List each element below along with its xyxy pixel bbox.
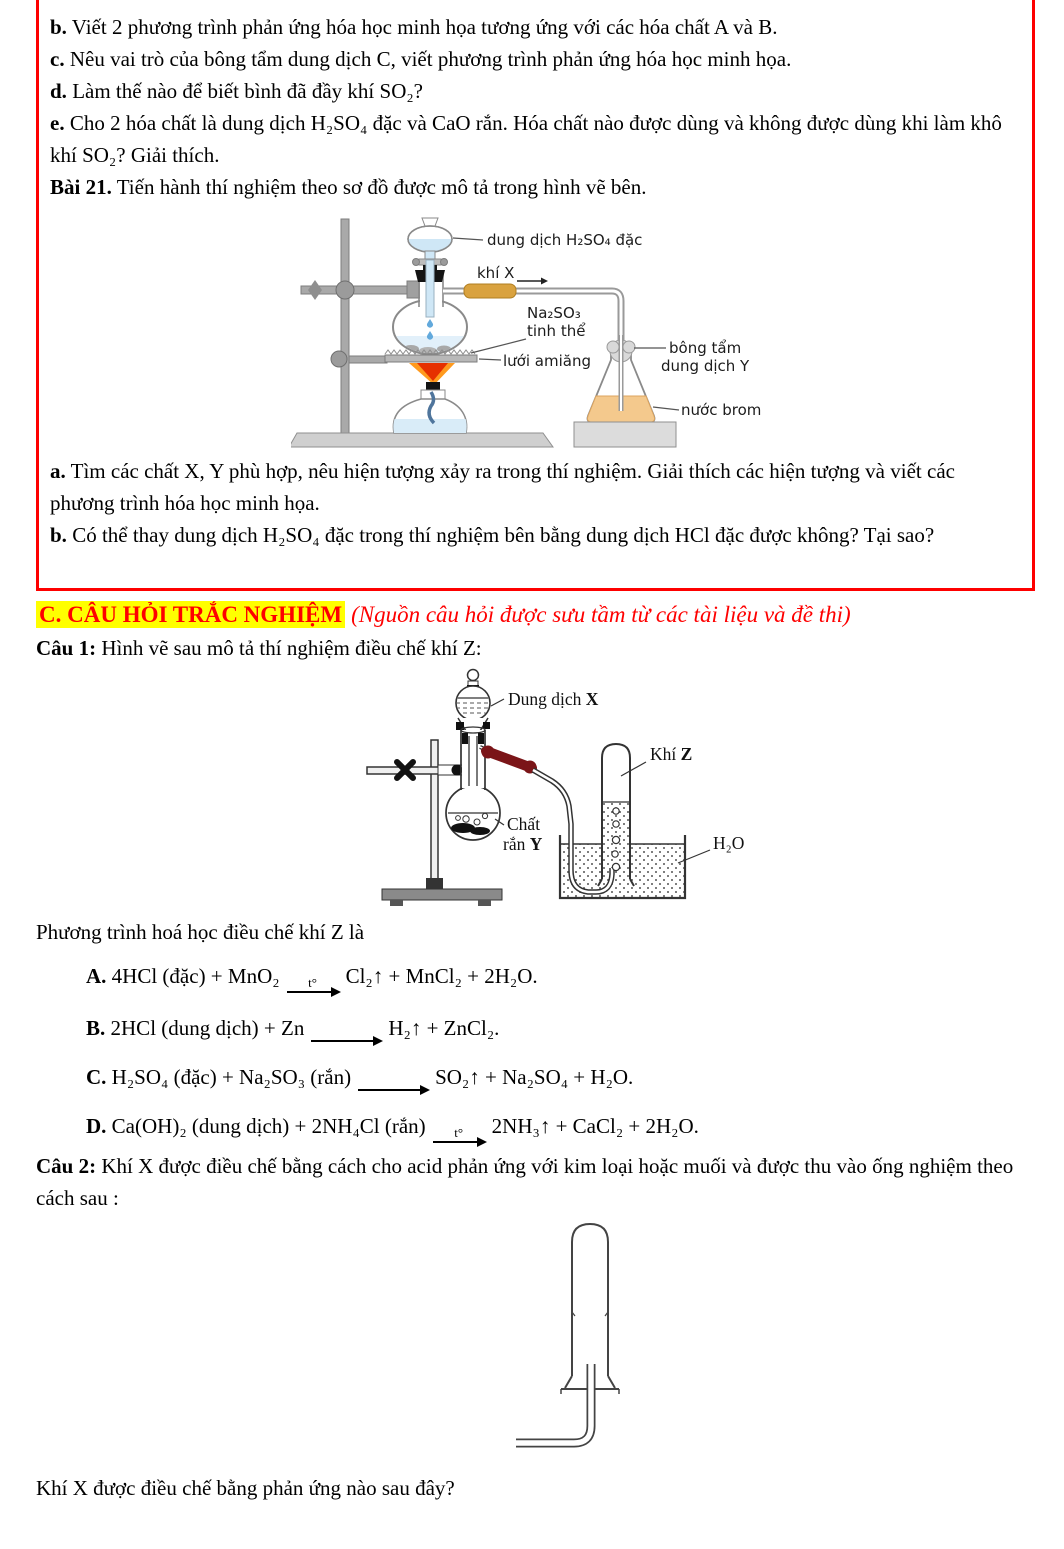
reaction-arrow bbox=[311, 1024, 381, 1049]
option-pre: 4HCl (đặc) + MnO₂ bbox=[106, 964, 280, 988]
item-text: Có thể thay dung dịch H₂SO₄ đặc trong thí nghiệm bên bằng dung dịch HCl đặc được không? Tại sao? bbox=[66, 523, 935, 547]
label-h2o: H₂O bbox=[713, 833, 745, 853]
option-a bbox=[86, 960, 1038, 1000]
inverted-test-tube-diagram bbox=[500, 1214, 740, 1472]
wire-gauze bbox=[385, 350, 477, 362]
item-text: Khí X được điều chế bằng cách cho acid phản ứng với kim loại hoặc muối và được thu vào ống nghiệm theo cách sau : bbox=[36, 1154, 1014, 1210]
option-label: A. bbox=[86, 964, 107, 988]
option-post: 2NH₃↑ + CaCl₂ + 2H₂O. bbox=[491, 1114, 699, 1138]
item-text: Nêu vai trò của bông tẩm dung dịch C, viết phương trình phản ứng hóa học minh họa. bbox=[64, 47, 792, 71]
section-c-subtitle: (Nguồn câu hỏi được sưu tầm từ các tài liệu và đề thi) bbox=[351, 602, 851, 627]
gas-flow-arrow bbox=[541, 278, 548, 285]
round-bottom-flask bbox=[391, 260, 469, 356]
label-h2so4: dung dịch H₂SO₄ đặc bbox=[487, 231, 643, 249]
cau2-question bbox=[36, 1150, 1038, 1214]
clamp-knob bbox=[331, 351, 347, 367]
question-item-b2 bbox=[50, 519, 1018, 551]
option-label: C. bbox=[86, 1065, 107, 1089]
arrow-line-icon bbox=[311, 1040, 381, 1042]
option-post: SO₂↑ + Na₂SO₄ + H₂O. bbox=[435, 1065, 634, 1089]
rubber-sleeve bbox=[464, 284, 516, 298]
option-pre: Ca(OH)₂ (dung dịch) + 2NH₄Cl (rắn) bbox=[106, 1114, 426, 1138]
item-lead: Bài 21. bbox=[50, 175, 112, 199]
option-pre: 2HCl (dung dịch) + Zn bbox=[105, 1016, 305, 1040]
label-dung-dich-x: Dung dịch X bbox=[508, 689, 599, 709]
clamp-knob bbox=[336, 281, 354, 299]
item-text: Viết 2 phương trình phản ứng hóa học minh họa tương ứng với các hóa chất A và B. bbox=[66, 15, 778, 39]
section-c bbox=[36, 598, 1038, 1504]
section-c-heading: C. CÂU HỎI TRẮC NGHIỆM bbox=[36, 601, 345, 628]
inverted-test-tube-svg bbox=[500, 1214, 740, 1472]
question-item-e bbox=[50, 107, 1018, 171]
apparatus-diagram-so2-svg bbox=[291, 215, 791, 455]
apparatus-diagram-so2 bbox=[291, 215, 791, 455]
label-chat-ran-y-1: Chất bbox=[507, 814, 541, 834]
label-dung-dich-y: dung dịch Y bbox=[661, 357, 750, 375]
cau2-footer-question: Khí X được điều chế bằng phản ứng nào sau đây? bbox=[36, 1476, 455, 1500]
option-post: Cl₂↑ + MnCl₂ + 2H₂O. bbox=[345, 964, 538, 988]
arrow-line-icon bbox=[433, 1141, 485, 1143]
cau1-prompt: Phương trình hoá học điều chế khí Z là bbox=[36, 920, 365, 944]
cau1-question bbox=[36, 632, 1038, 664]
item-lead: Câu 2: bbox=[36, 1154, 97, 1178]
reaction-arrow bbox=[433, 1125, 485, 1150]
arrow-condition: t° bbox=[308, 975, 317, 990]
question-item-bai21 bbox=[50, 171, 1018, 203]
arrow-line-icon bbox=[287, 991, 339, 993]
item-text: Cho 2 hóa chất là dung dịch H₂SO₄ đặc và CaO rắn. Hóa chất nào được dùng và không được dùng khi làm khô khí SO₂? Giải thích. bbox=[50, 111, 1002, 167]
label-na2so3: Na₂SO₃ bbox=[527, 304, 581, 322]
option-pre: H₂SO₄ (đặc) + Na₂SO₃ (rắn) bbox=[106, 1065, 352, 1089]
option-label: D. bbox=[86, 1114, 107, 1138]
item-lead: b. bbox=[50, 15, 67, 39]
question-item-c bbox=[50, 43, 1018, 75]
item-text: Tìm các chất X, Y phù hợp, nêu hiện tượng xảy ra trong thí nghiệm. Giải thích các hiện tượng và viết các phương trình hóa học minh họa. bbox=[50, 459, 955, 515]
label-khi-z: Khí Z bbox=[650, 744, 693, 764]
label-bong-tam: bông tẩm bbox=[669, 339, 742, 357]
item-lead: a. bbox=[50, 459, 66, 483]
apparatus-diagram-gas-z bbox=[330, 666, 790, 916]
question-item-d bbox=[50, 75, 1018, 107]
section-c-heading-row bbox=[36, 598, 1038, 632]
question-item-a2 bbox=[50, 455, 1018, 519]
arrow-condition: t° bbox=[454, 1125, 464, 1140]
wing-nut bbox=[308, 280, 322, 300]
item-lead: Câu 1: bbox=[36, 636, 97, 660]
item-text: Tiến hành thí nghiệm theo sơ đồ được mô tả trong hình vẽ bên. bbox=[111, 175, 647, 199]
arrow-line-icon bbox=[358, 1089, 428, 1091]
reaction-flask bbox=[446, 727, 500, 840]
item-lead: e. bbox=[50, 111, 65, 135]
question-box bbox=[36, 0, 1035, 591]
apparatus-diagram-gas-z-svg bbox=[330, 666, 790, 916]
question-item-b bbox=[50, 11, 1018, 43]
reaction-arrow bbox=[358, 1073, 428, 1098]
reaction-arrow bbox=[287, 975, 339, 1000]
option-post: H₂↑ + ZnCl₂. bbox=[388, 1016, 500, 1040]
option-d bbox=[86, 1110, 1038, 1150]
option-label: B. bbox=[86, 1016, 106, 1040]
item-lead: b. bbox=[50, 523, 67, 547]
item-text: Hình vẽ sau mô tả thí nghiệm điều chế khí Z: bbox=[96, 636, 482, 660]
option-b bbox=[86, 1012, 1038, 1049]
flask-base bbox=[574, 422, 676, 447]
dropping-funnel bbox=[406, 218, 454, 266]
label-nuoc-brom: nước brom bbox=[681, 401, 762, 419]
item-text: Làm thế nào để biết bình đã đầy khí SO₂? bbox=[66, 79, 424, 103]
label-khi-x: khí X bbox=[477, 264, 515, 282]
burner-flame bbox=[409, 363, 455, 390]
item-lead: d. bbox=[50, 79, 67, 103]
rubber-connector bbox=[480, 746, 537, 774]
item-lead: c. bbox=[50, 47, 65, 71]
alcohol-lamp bbox=[391, 390, 471, 433]
label-na2so3-2: tinh thể bbox=[527, 322, 586, 340]
option-c bbox=[86, 1061, 1038, 1098]
label-chat-ran-y-2: rắn Y bbox=[503, 834, 543, 854]
label-luoi-amiang: lưới amiăng bbox=[503, 352, 591, 370]
